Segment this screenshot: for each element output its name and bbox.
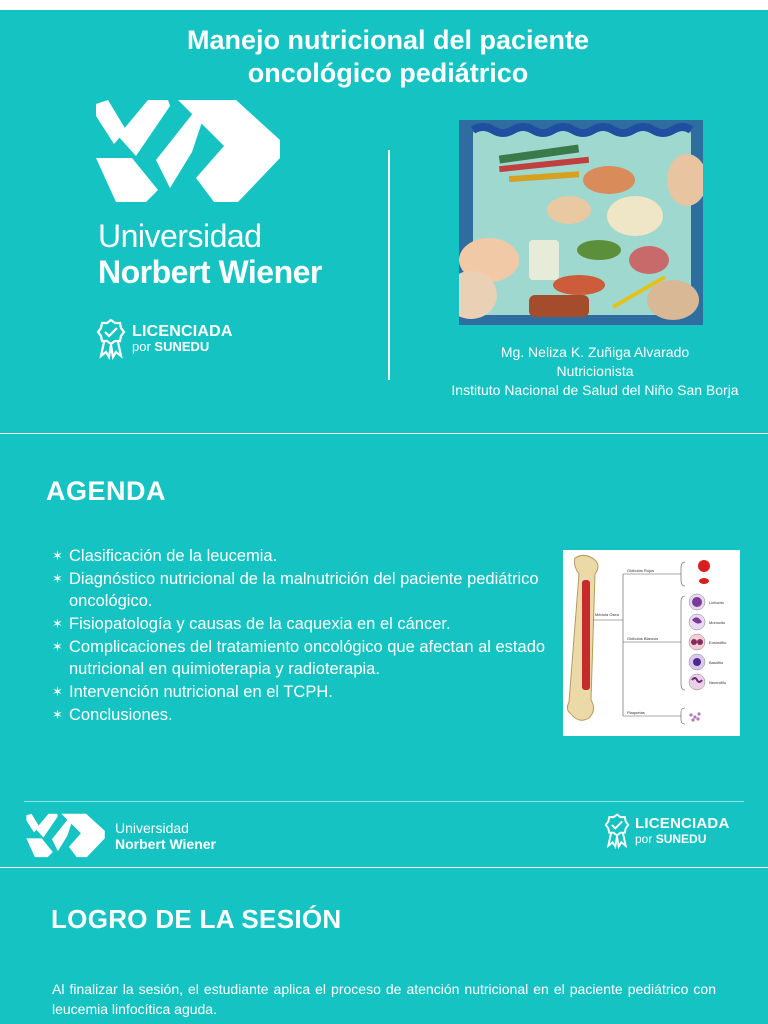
agenda-item-text: Diagnóstico nutricional de la malnutrición del paciente pediátrico oncológico.: [69, 570, 539, 610]
agenda-item: [52, 681, 552, 703]
logo-stroke-2: [118, 100, 170, 156]
label-white-cells: Glóbulos Blancos: [627, 636, 659, 641]
author-name: Mg. Neliza K. Zuñiga Alvarado: [500, 344, 690, 360]
agenda-item: [52, 568, 552, 612]
agenda-heading: AGENDA: [46, 476, 167, 506]
agenda-item-text: Complicaciones del tratamiento oncológico que afectan al estado nutricional en quimioterapia y radioterapia.: [69, 638, 546, 678]
licensed-org: SUNEDU: [154, 339, 210, 354]
slide-session-goal: [0, 868, 768, 1024]
university-name-line-1: Universidad: [98, 218, 262, 254]
bone-marrow-illustration: [563, 550, 740, 736]
label-cell: Eosinófilo: [709, 640, 727, 645]
agenda-item-text: Intervención nutricional en el TCPH.: [69, 683, 333, 701]
star-bullet-icon: ✶: [52, 571, 63, 586]
star-bullet-icon: ✶: [52, 616, 63, 631]
title-line-1: Manejo nutricional del paciente: [186, 25, 590, 55]
author-institution: Instituto Nacional de Salud del Niño San Borja: [451, 382, 739, 398]
presentation-title: [0, 24, 768, 90]
award-badge-icon: [604, 812, 630, 850]
footer-licensed-by: por: [635, 832, 653, 846]
author-block: [420, 343, 768, 400]
label-platelets: Plaquetas: [627, 710, 645, 715]
footer-university-line-1: Universidad: [115, 820, 189, 836]
children-food-collage-photo: [459, 120, 703, 325]
sunedu-licensed-badge: [96, 318, 233, 360]
photo-illustration: [459, 120, 703, 325]
agenda-item: [52, 704, 552, 726]
agenda-item: [52, 613, 552, 635]
agenda-item-text: Fisiopatología y causas de la caquexia en el cáncer.: [69, 615, 451, 633]
university-logo-icon: [96, 96, 282, 204]
star-bullet-icon: ✶: [52, 707, 63, 722]
university-name: [98, 218, 322, 290]
label-cell: Linfocito: [709, 600, 724, 605]
divider-line: [388, 150, 390, 380]
agenda-item: [52, 636, 552, 680]
footer-university-line-2: Norbert Wiener: [115, 836, 217, 852]
title-line-2: oncológico pediátrico: [247, 58, 529, 88]
logo-stroke-3: [96, 158, 158, 202]
agenda-item-text: Clasificación de la leucemia.: [69, 547, 278, 565]
footer-licensed-label: LICENCIADA: [635, 815, 730, 832]
licensed-label: LICENCIADA: [132, 323, 233, 340]
university-name-line-2: Norbert Wiener: [98, 254, 322, 290]
session-goal-heading: LOGRO DE LA SESIÓN: [51, 904, 342, 934]
label-cell: Neutrófilo: [709, 680, 727, 685]
agenda-item: [52, 545, 552, 567]
logo-stroke-5: [178, 100, 280, 202]
footer-divider: [24, 801, 744, 802]
slide-agenda: [0, 434, 768, 867]
label-red-cells: Glóbulos Rojos: [627, 568, 655, 573]
star-bullet-icon: ✶: [52, 548, 63, 563]
bone-marrow-diagram: [563, 550, 740, 736]
author-role: Nutricionista: [556, 363, 634, 379]
label-cell: Monocito: [709, 620, 726, 625]
star-bullet-icon: ✶: [52, 639, 63, 654]
agenda-item-text: Conclusiones.: [69, 706, 173, 724]
award-badge-icon: [96, 318, 126, 360]
footer-licensed-org: SUNEDU: [655, 832, 707, 846]
label-cell: Basófilo: [709, 660, 724, 665]
slide-title: [0, 10, 768, 433]
label-marrow: Médula Ósea: [595, 612, 619, 617]
university-logo-small-icon: [26, 812, 106, 858]
session-goal-text: Al finalizar la sesión, el estudiante aplica el proceso de atención nutricional en el paciente pediátrico con leucemia linfocítica aguda.: [52, 981, 716, 1017]
logo-stroke-4: [156, 112, 204, 188]
licensed-by: por: [132, 339, 151, 354]
footer-university-name: [115, 820, 216, 852]
agenda-list: [52, 545, 552, 727]
star-bullet-icon: ✶: [52, 684, 63, 699]
footer-sunedu-badge: [604, 812, 730, 850]
